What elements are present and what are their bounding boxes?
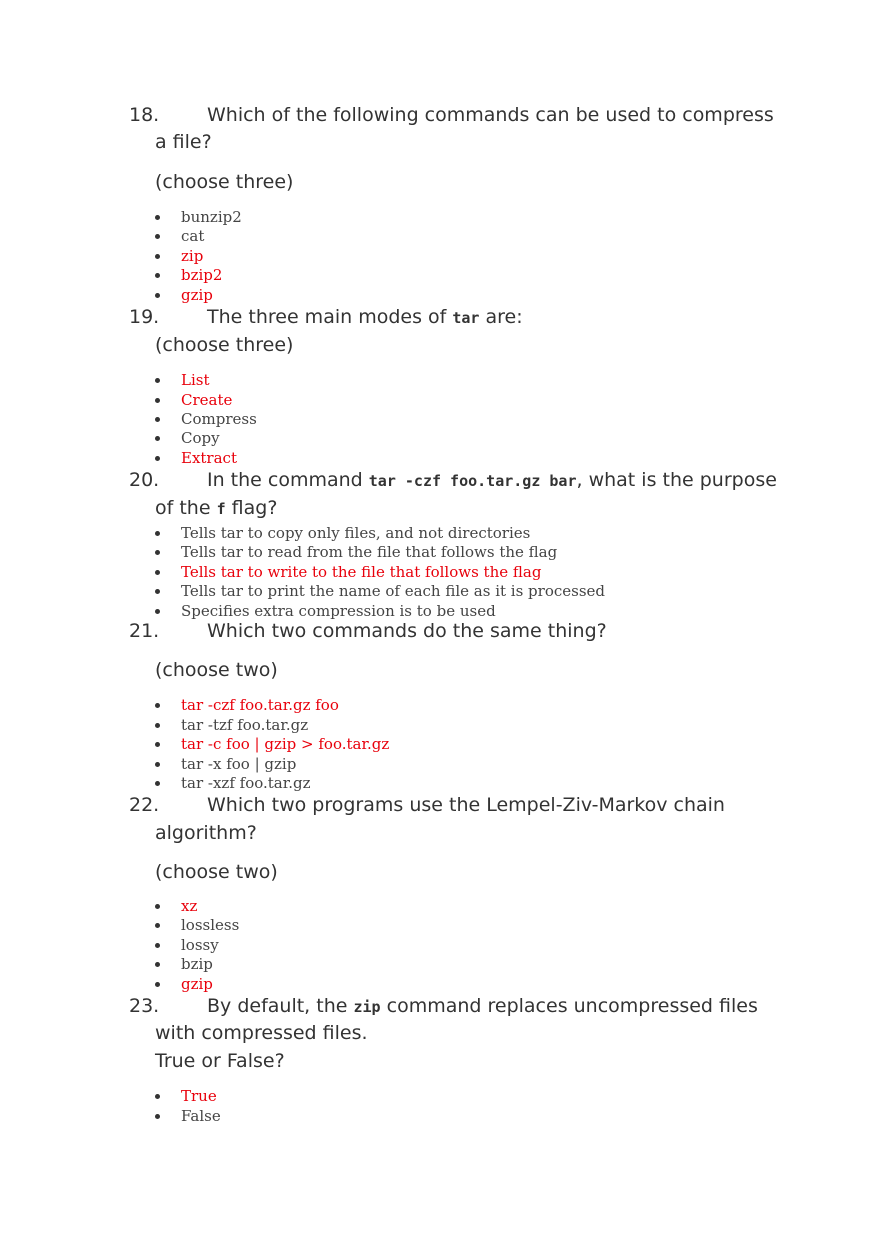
question-text-continued: of the f flag? <box>155 497 278 519</box>
option-text: xz <box>181 897 198 915</box>
bullet-icon <box>155 215 160 220</box>
option-text: List <box>181 371 210 389</box>
inline-code: tar <box>452 309 480 327</box>
option-text: Tells tar to print the name of each file as it is processed <box>181 582 606 600</box>
bullet-icon <box>155 436 160 441</box>
option-text: Tells tar to copy only files, and not directories <box>181 524 531 542</box>
inline-code: zip <box>353 998 381 1016</box>
inline-code: f <box>216 500 226 518</box>
option-text: tar -x foo | gzip <box>181 755 297 773</box>
bullet-icon <box>155 293 160 298</box>
question-text: In the command tar -czf foo.tar.gz bar, what is the purpose <box>207 469 777 491</box>
question-text: By default, the zip command replaces uncompressed files <box>207 995 758 1017</box>
option-text: zip <box>181 247 204 265</box>
bullet-icon <box>155 943 160 948</box>
option-text: Extract <box>181 449 237 467</box>
bullet-icon <box>155 456 160 461</box>
option-text: gzip <box>181 975 213 993</box>
bullet-icon <box>155 550 160 555</box>
question-text-continued: a file? <box>155 131 212 153</box>
bullet-icon <box>155 1094 160 1099</box>
bullet-icon <box>155 904 160 909</box>
question-number: 21. <box>129 620 160 642</box>
bullet-icon <box>155 703 160 708</box>
question-number: 19. <box>129 306 160 328</box>
option-text: tar -czf foo.tar.gz foo <box>181 696 339 714</box>
true-false-prompt: True or False? <box>155 1050 285 1072</box>
option-text: True <box>181 1087 217 1105</box>
question-text: Which of the following commands can be used to compress <box>207 104 774 126</box>
option-text: tar -xzf foo.tar.gz <box>181 774 311 792</box>
option-text: Tells tar to write to the file that follows the flag <box>181 563 542 581</box>
option-text: tar -tzf foo.tar.gz <box>181 716 309 734</box>
option-text: bunzip2 <box>181 208 242 226</box>
choose-hint: (choose three) <box>155 334 294 356</box>
option-text: Specifies extra compression is to be used <box>181 602 496 620</box>
bullet-icon <box>155 398 160 403</box>
option-text: bzip <box>181 955 213 973</box>
bullet-icon <box>155 1114 160 1119</box>
bullet-icon <box>155 762 160 767</box>
inline-code: tar -czf foo.tar.gz bar <box>368 472 577 490</box>
option-text: bzip2 <box>181 266 223 284</box>
bullet-icon <box>155 273 160 278</box>
question-number: 18. <box>129 104 160 126</box>
option-text: lossy <box>181 936 219 954</box>
question-text: The three main modes of tar are: <box>207 306 523 328</box>
option-text: Create <box>181 391 233 409</box>
question-number: 20. <box>129 469 160 491</box>
option-text: Copy <box>181 429 220 447</box>
bullet-icon <box>155 589 160 594</box>
question-text-continued: algorithm? <box>155 822 257 844</box>
choose-hint: (choose three) <box>155 171 294 193</box>
bullet-icon <box>155 378 160 383</box>
bullet-icon <box>155 982 160 987</box>
bullet-icon <box>155 923 160 928</box>
bullet-icon <box>155 742 160 747</box>
option-text: gzip <box>181 286 213 304</box>
question-number: 22. <box>129 794 160 816</box>
bullet-icon <box>155 417 160 422</box>
bullet-icon <box>155 609 160 614</box>
option-text: tar -c foo | gzip > foo.tar.gz <box>181 735 390 753</box>
question-text: Which two commands do the same thing? <box>207 620 607 642</box>
question-text-continued: with compressed files. <box>155 1022 368 1044</box>
option-text: Tells tar to read from the file that follows the flag <box>181 543 558 561</box>
bullet-icon <box>155 234 160 239</box>
option-text: Compress <box>181 410 257 428</box>
option-text: cat <box>181 227 205 245</box>
choose-hint: (choose two) <box>155 659 278 681</box>
bullet-icon <box>155 962 160 967</box>
bullet-icon <box>155 723 160 728</box>
bullet-icon <box>155 570 160 575</box>
bullet-icon <box>155 254 160 259</box>
option-text: False <box>181 1107 221 1125</box>
option-text: lossless <box>181 916 240 934</box>
bullet-icon <box>155 781 160 786</box>
choose-hint: (choose two) <box>155 861 278 883</box>
bullet-icon <box>155 531 160 536</box>
question-text: Which two programs use the Lempel-Ziv-Markov chain <box>207 794 725 816</box>
question-number: 23. <box>129 995 160 1017</box>
